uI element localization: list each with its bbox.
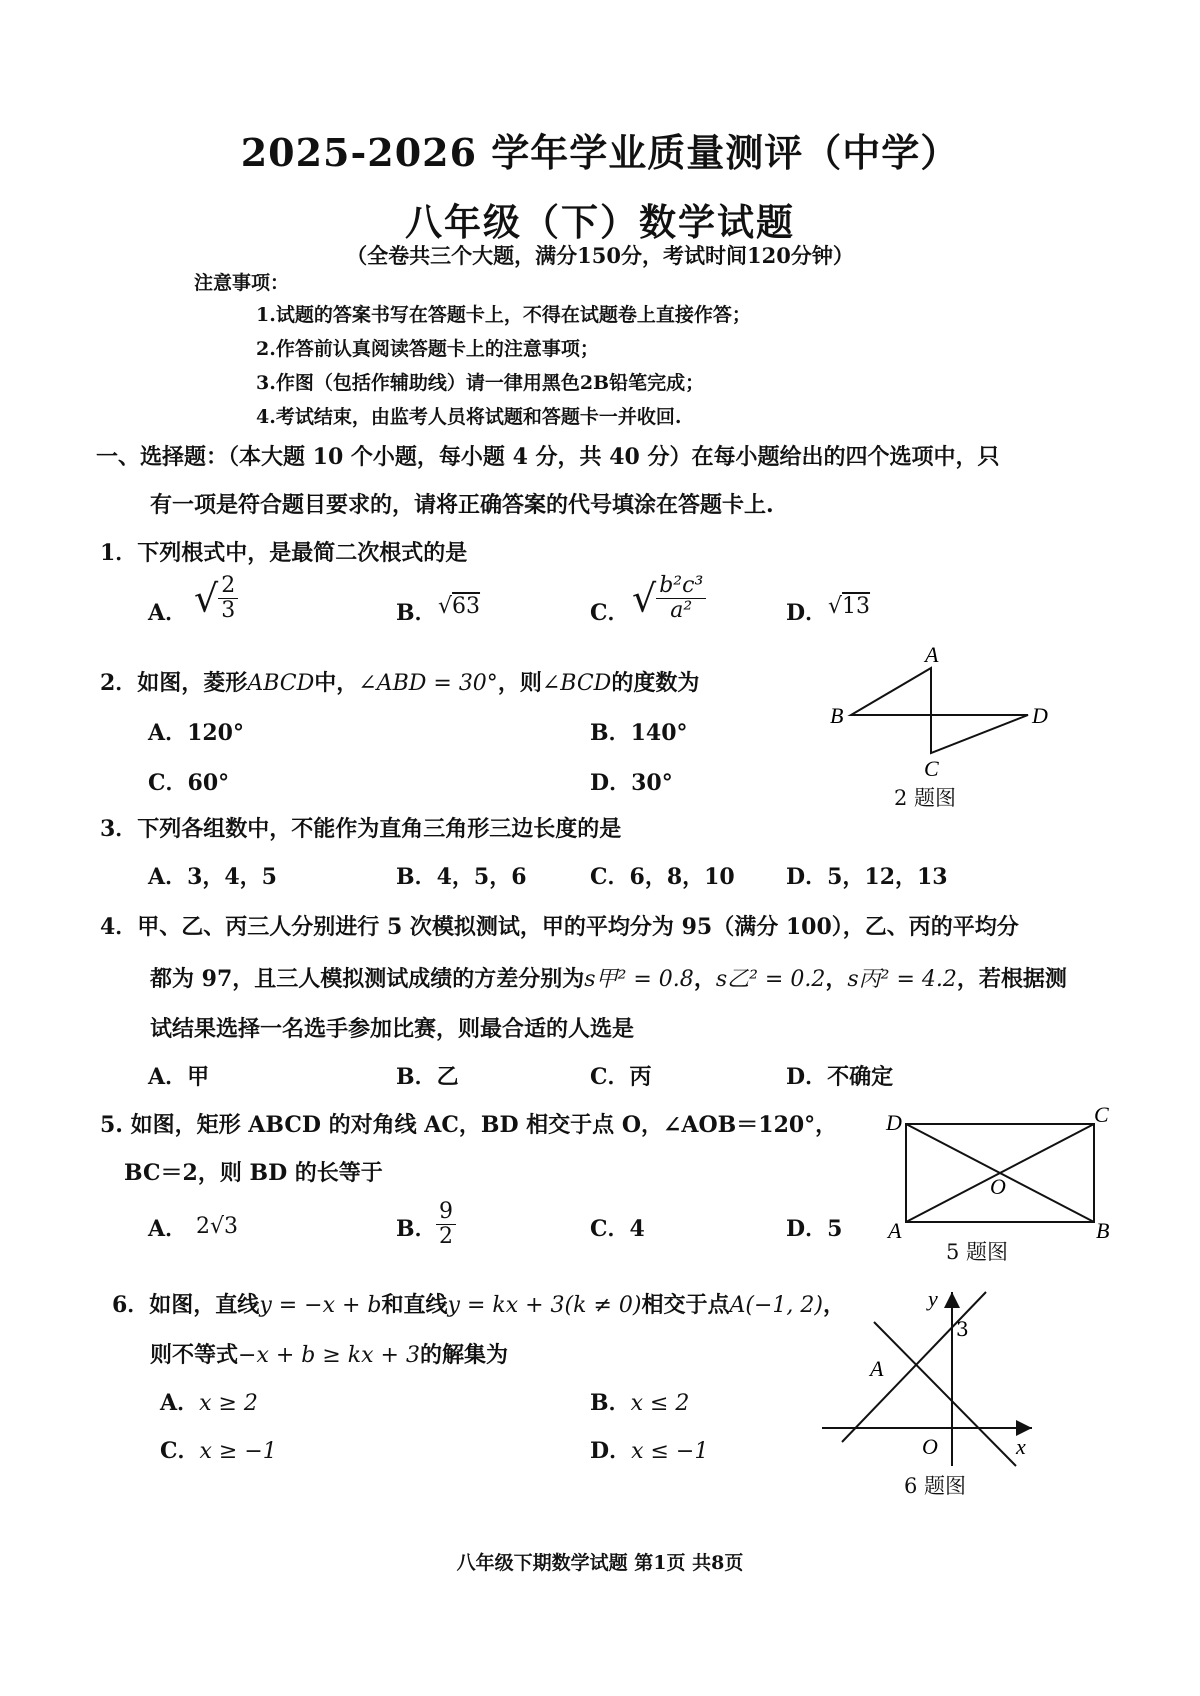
q6-option-b-label: B． <box>590 1390 631 1416</box>
question-4-line1: 4．甲、乙、丙三人分别进行 5 次模拟测试，甲的平均分为 95（满分 100），乙、丙的平均分 <box>100 914 1019 940</box>
origin-label: O <box>922 1434 938 1459</box>
q4-option-a: A．甲 <box>148 1064 210 1090</box>
q2-stem-text: 的度数为 <box>611 670 700 696</box>
q5-b-denominator: 2 <box>439 1224 453 1250</box>
q1-option-a-expr: √ $\frac{2}{3}$ <box>194 574 238 623</box>
q1-d-radicand: 13 <box>842 594 871 619</box>
q5-option-b-label: B． <box>396 1216 437 1242</box>
q6-text: 相交于点 <box>641 1292 730 1318</box>
q2-angle-asked: ∠BCD <box>541 671 612 696</box>
q4-variance-yi: s乙² = 0.2 <box>715 967 826 992</box>
q1-option-c-label: C． <box>590 600 630 626</box>
q3-option-c: C．6，8，10 <box>590 864 735 890</box>
section-heading: 一、选择题：（本大题 10 个小题，每小题 4 分，共 40 分）在每小题给出的四个选项中，只 <box>96 444 1000 470</box>
q5-rectangle-figure <box>880 1100 1120 1250</box>
q6-line-1-equation: y = −x + b <box>259 1293 382 1318</box>
exam-subtitle: 八年级（下）数学试题 <box>405 200 795 244</box>
q6-option-b-value: x ≤ 2 <box>630 1391 690 1416</box>
q6-text: 6．如图，直线 <box>112 1292 260 1318</box>
x-axis-label: x <box>1016 1434 1026 1459</box>
rhombus-outline <box>851 668 1028 753</box>
section-heading-cont: 有一项是符合题目要求的，请将正确答案的代号填涂在答题卡上. <box>150 492 774 518</box>
exam-info: （全卷共三个大题，满分150分，考试时间120分钟） <box>346 243 854 268</box>
q1-b-radicand: 63 <box>452 594 481 619</box>
q1-option-d-label: D． <box>786 600 828 626</box>
q6-option-d-label: D． <box>590 1438 632 1464</box>
q1-option-d-expr: √13 <box>828 594 871 619</box>
q2-option-b: B．140° <box>590 720 688 746</box>
exam-title: 2025-2026 学年学业质量测评（中学） <box>240 130 960 175</box>
question-1-stem: 1．下列根式中，是最简二次根式的是 <box>100 540 468 566</box>
q4-variance-bing: s丙² = 4.2 <box>847 967 957 992</box>
q2-stem-text: 中， <box>314 670 359 696</box>
point-o-label: O <box>990 1174 1006 1199</box>
q5-option-c: C．4 <box>590 1216 645 1242</box>
q6-line-2-equation: y = kx + 3(k ≠ 0) <box>447 1293 642 1318</box>
q1-c-numerator: b²c³ <box>656 574 706 599</box>
point-b-label: B <box>830 703 844 728</box>
q6-option-a <box>160 1386 258 1417</box>
q1-c-denominator: a² <box>670 598 693 624</box>
y-axis-label: y <box>928 1286 938 1311</box>
notice-item: 4.考试结束，由监考人员将试题和答题卡一并收回. <box>256 406 682 428</box>
point-c-label: C <box>1094 1102 1109 1127</box>
point-a-label: A <box>870 1356 884 1381</box>
page-footer: 八年级下期数学试题 第1页 共8页 <box>456 1552 744 1574</box>
q4-option-b: B．乙 <box>396 1064 459 1090</box>
q5-option-a-label: A． <box>148 1216 188 1242</box>
q2-figure-caption: 2 题图 <box>894 786 957 810</box>
q4-option-c: C．丙 <box>590 1064 652 1090</box>
question-2-stem <box>100 666 699 697</box>
q6-text: 和直线 <box>381 1292 448 1318</box>
notice-item: 1.试题的答案书写在答题卡上，不得在试题卷上直接作答； <box>256 304 751 326</box>
q2-stem-text: 2．如图，菱形 <box>100 670 248 696</box>
q6-option-c-value: x ≥ −1 <box>199 1439 277 1464</box>
question-5-line1: 5. 如图，矩形 ABCD 的对角线 AC，BD 相交于点 O，∠AOB＝120°， <box>100 1112 838 1138</box>
q6-figure-caption: 6 题图 <box>904 1474 967 1498</box>
q5-option-d: D．5 <box>786 1216 843 1242</box>
q6-option-d <box>590 1434 708 1465</box>
q3-option-d: D．5，12，13 <box>786 864 948 890</box>
question-3-stem: 3．下列各组数中，不能作为直角三角形三边长度的是 <box>100 816 622 842</box>
q6-option-b <box>590 1386 689 1417</box>
question-4-line2: 都为 97，且三人模拟测试成绩的方差分别为s甲² = 0.8，s乙² = 0.2，s丙² = 4.2，若根据测 <box>150 966 1067 992</box>
q1-option-a-label: A． <box>148 600 188 626</box>
y-intercept-label: 3 <box>956 1317 969 1341</box>
q2-stem-text: ，则 <box>497 670 542 696</box>
q1-option-b-expr: √63 <box>438 594 481 619</box>
q4-text: 都为 97，且三人模拟测试成绩的方差分别为 <box>150 966 585 992</box>
q6-text: 则不等式 <box>150 1342 239 1368</box>
notice-item: 3.作图（包括作辅助线）请一律用黑色2B铅笔完成； <box>256 372 705 394</box>
q5-b-numerator: 9 <box>436 1200 456 1225</box>
question-5-line2: BC＝2，则 BD 的长等于 <box>124 1160 383 1186</box>
question-6-line1 <box>112 1288 845 1319</box>
q2-angle: ∠ABD = 30° <box>358 671 498 696</box>
q4-variance-jia: s甲² = 0.8 <box>584 967 694 992</box>
point-a-label: A <box>888 1218 902 1243</box>
q2-figure-name: ABCD <box>247 671 315 696</box>
line-y-neg-x-plus-b <box>874 1322 1016 1466</box>
q5-option-a-value: 2√3 <box>196 1214 239 1239</box>
q1-a-numerator: 2 <box>218 574 238 599</box>
q1-option-c-expr: √ $\frac{\text{b²c³}}{\text{a²}}$ <box>632 574 706 623</box>
q6-option-c-label: C． <box>160 1438 200 1464</box>
q6-text: ， <box>822 1292 845 1318</box>
q5-figure-caption: 5 题图 <box>946 1240 1009 1264</box>
q1-option-b-label: B． <box>396 600 437 626</box>
q3-option-b: B．4，5，6 <box>396 864 527 890</box>
q6-option-a-label: A． <box>160 1390 200 1416</box>
q6-intersection-point: A(−1, 2) <box>729 1293 823 1318</box>
q4-option-d: D．不确定 <box>786 1064 894 1090</box>
point-a-label: A <box>925 642 939 667</box>
q6-inequality: −x + b ≥ kx + 3 <box>238 1343 420 1368</box>
line-y-kx-plus-3 <box>842 1292 986 1442</box>
notice-heading: 注意事项： <box>194 272 290 294</box>
q2-option-a: A．120° <box>148 720 244 746</box>
q6-option-c <box>160 1434 277 1465</box>
question-4-line3: 试结果选择一名选手参加比赛，则最合适的人选是 <box>150 1016 635 1042</box>
q5-option-b-value <box>436 1200 456 1249</box>
q3-option-a: A．3，4，5 <box>148 864 277 890</box>
question-6-line2 <box>150 1338 508 1369</box>
point-d-label: D <box>886 1110 902 1135</box>
q2-option-c: C．60° <box>148 770 230 796</box>
q1-a-denominator: 3 <box>221 598 236 624</box>
q6-option-a-value: x ≥ 2 <box>199 1391 258 1416</box>
notice-item: 2.作答前认真阅读答题卡上的注意事项； <box>256 338 599 360</box>
q6-text: 的解集为 <box>419 1342 508 1368</box>
point-d-label: D <box>1032 703 1048 728</box>
q4-text: ，若根据测 <box>956 966 1067 992</box>
q2-option-d: D．30° <box>590 770 673 796</box>
q6-graph-figure <box>810 1270 1050 1470</box>
point-c-label: C <box>924 756 939 781</box>
point-b-label: B <box>1096 1218 1110 1243</box>
q6-option-d-value: x ≤ −1 <box>631 1439 709 1464</box>
